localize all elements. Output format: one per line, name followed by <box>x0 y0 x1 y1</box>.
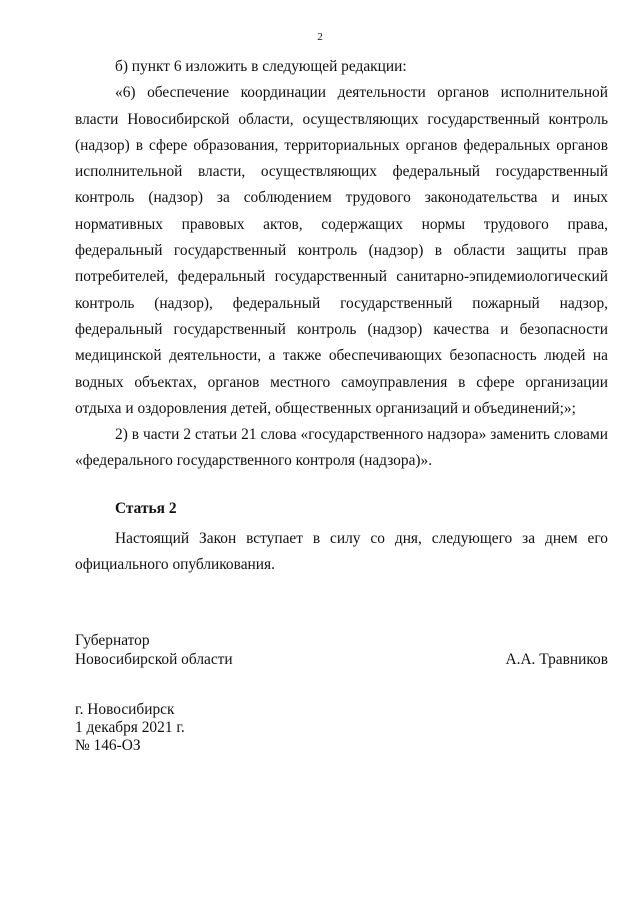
paragraph-point-6: «6) обеспечение координации деятельности органов исполнительной власти Новосибирской области, осуществляющих государственный контроль (надзор) в сфере образования, территориальных органов федеральных органов исполнительной власти, осуществляющих федеральный государственный контроль (надзор) за соблюдением трудового законодательства и иных нормативных правовых актов, содержащих нормы трудового права, федеральный государственный контроль (надзор) в области защиты прав потребителей, федеральный государственный санитарно-эпидемиологический контроль (надзор), федеральный государственный пожарный надзор, федеральный государственный контроль (надзор) качества и безопасности медицинской деятельности, а также обеспечивающих безопасность людей на водных объектах, органов местного самоуправления в сфере организации отдыха и оздоровления детей, общественных организаций и объединений;»; <box>75 84 608 417</box>
signature-block <box>75 631 608 669</box>
signatory-title-line1: Губернатор <box>75 632 150 649</box>
signatory-name: А.А. Травников <box>505 651 608 668</box>
place: г. Новосибирск <box>75 701 175 718</box>
law-number: № 146-ОЗ <box>75 737 141 754</box>
amendment-text <box>75 54 608 475</box>
page-number: 2 <box>317 31 323 43</box>
signatory-title-line2: Новосибирской области <box>75 651 233 668</box>
document-meta <box>75 701 185 755</box>
paragraph-point-2: 2) в части 2 статьи 21 слова «государственного надзора» заменить словами «федерального государственного контроля (надзора)». <box>75 426 608 470</box>
article-heading: Статья 2 <box>115 500 177 517</box>
date: 1 декабря 2021 г. <box>75 719 185 736</box>
article-body <box>75 526 608 579</box>
signature-row <box>75 650 608 669</box>
paragraph-point-b: б) пункт 6 изложить в следующей редакции: <box>115 58 407 75</box>
article-paragraph: Настоящий Закон вступает в силу со дня, следующего за днем его официального опубликования. <box>75 530 608 574</box>
